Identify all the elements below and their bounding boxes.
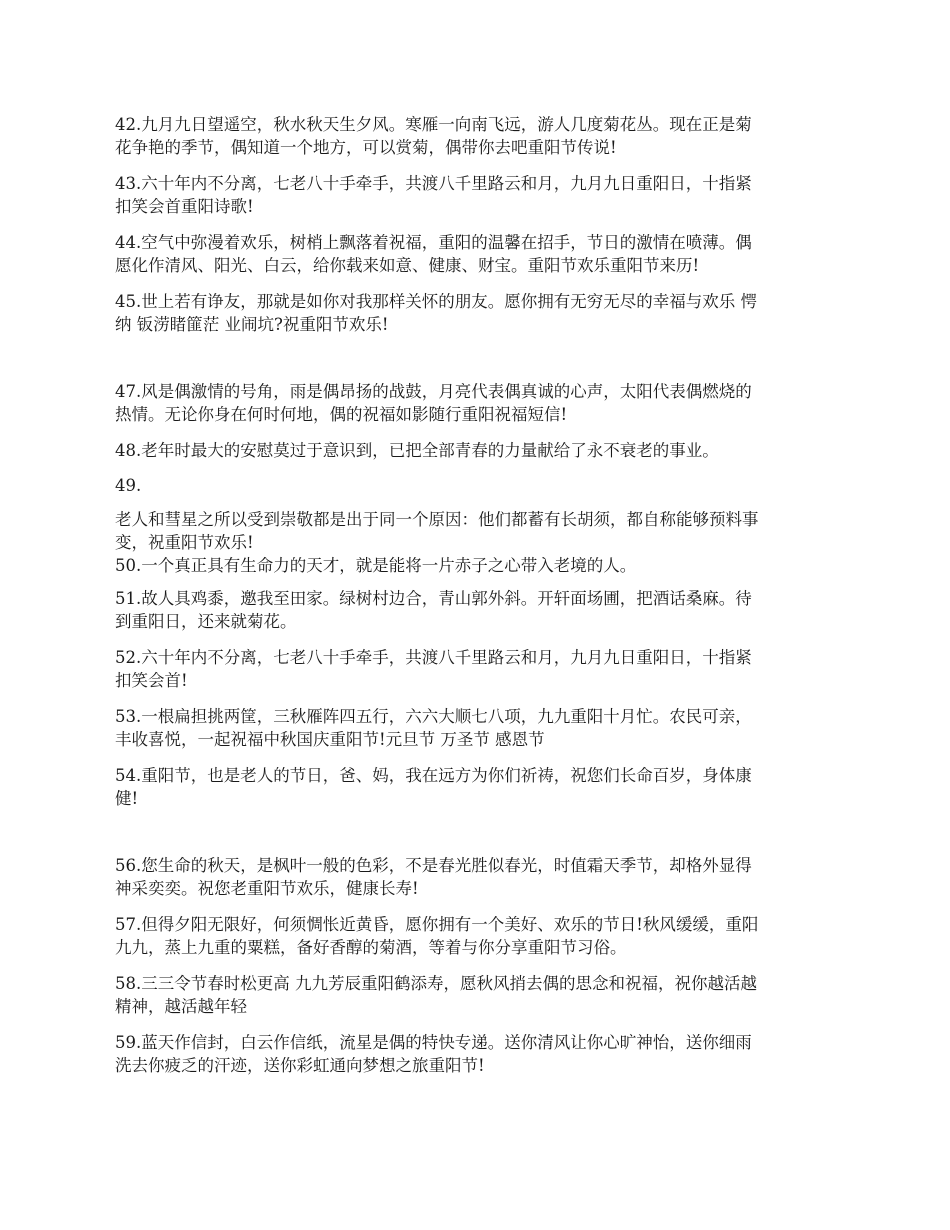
paragraph <box>115 113 843 159</box>
text-line: 花争艳的季节，偶知道一个地方，可以赏菊，偶带你去吧重阳节传说! <box>115 138 617 157</box>
text-line: 洗去你疲乏的汗迹，送你彩虹通向梦想之旅重阳节! <box>115 1056 485 1075</box>
paragraph <box>115 290 843 336</box>
text-line: 热情。无论你身在何时何地，偶的祝福如影随行重阳祝福短信! <box>115 405 568 424</box>
text-line: 丰收喜悦，一起祝福中秋国庆重阳节!元旦节 万圣节 感恩节 <box>115 730 545 749</box>
text-line: 神采奕奕。祝您老重阳节欢乐，健康长寿! <box>115 879 419 898</box>
text-line: 健! <box>115 789 139 808</box>
text-line: 43.六十年内不分离，七老八十手牵手，共渡八千里路云和月，九月九日重阳日，十指紧 <box>115 174 752 193</box>
text-line: 57.但得夕阳无限好，何须惆怅近黄昏，愿你拥有一个美好、欢乐的节日!秋风缓缓，重阳 <box>115 915 759 934</box>
text-line: 九九，蒸上九重的粟糕，备好香醇的菊酒，等着与你分享重阳节习俗。 <box>115 938 627 957</box>
text-line: 42.九月九日望遥空，秋水秋天生夕风。寒雁一向南飞远，游人几度菊花丛。现在正是菊 <box>115 115 752 134</box>
text-line: 扣笑会首重阳诗歌! <box>115 197 254 216</box>
text-line: 59.蓝天作信封，白云作信纸，流星是偶的特快专递。送你清风让你心旷神怡，送你细雨 <box>115 1033 752 1052</box>
paragraph <box>115 587 843 633</box>
text-line: 58.三三令节春时松更高 九九芳辰重阳鹤添寿，愿秋风捎去偶的思念和祝福，祝你越活越 <box>115 974 757 993</box>
text-line: 扣笑会首! <box>115 671 188 690</box>
text-line: 47.风是偶激情的号角，雨是偶昂扬的战鼓，月亮代表偶真诚的心声，太阳代表偶燃烧的 <box>115 382 752 401</box>
text-line: 44.空气中弥漫着欢乐，树梢上飘落着祝福，重阳的温馨在招手，节日的激情在喷薄。偶 <box>115 233 752 252</box>
text-line: 51.故人具鸡黍，邀我至田家。绿树村边合，青山郭外斜。开轩面场圃，把酒话桑麻。待 <box>115 589 752 608</box>
text-line: 愿化作清风、阳光、白云，给你载来如意、健康、财宝。重阳节欢乐重阳节来历! <box>115 256 700 275</box>
paragraph <box>115 474 843 497</box>
text-line: 48.老年时最大的安慰莫过于意识到，已把全部青春的力量献给了永不衰老的事业。 <box>115 441 719 460</box>
text-line: 45.世上若有诤友，那就是如你对我那样关怀的朋友。愿你拥有无穷无尽的幸福与欢乐 愕 <box>115 292 757 311</box>
paragraph <box>115 231 843 277</box>
text-line: 老人和彗星之所以受到崇敬都是出于同一个原因：他们都蓄有长胡须，都自称能够预料事 <box>115 510 759 529</box>
paragraph <box>115 380 843 426</box>
text-line: 精神，越活越年轻 <box>115 997 247 1016</box>
text-line: 56.您生命的秋天，是枫叶一般的色彩，不是春光胜似春光，时值霜天季节，却格外显得 <box>115 856 752 875</box>
paragraph <box>115 854 843 900</box>
paragraph <box>115 764 843 810</box>
paragraph <box>115 972 843 1018</box>
paragraph <box>115 705 843 751</box>
text-line: 纳 钣涝睹篚茫 业闹坑?祝重阳节欢乐! <box>115 315 389 334</box>
paragraph <box>115 172 843 218</box>
text-line: 52.六十年内不分离，七老八十手牵手，共渡八千里路云和月，九月九日重阳日，十指紧 <box>115 648 752 667</box>
paragraph <box>115 1031 843 1077</box>
paragraph <box>115 646 843 692</box>
text-line: 到重阳日，还来就菊花。 <box>115 612 297 631</box>
text-line: 变，祝重阳节欢乐! <box>115 533 254 552</box>
text-line: 53.一根扁担挑两筐，三秋雁阵四五行，六六大顺七八项，九九重阳十月忙。农民可亲， <box>115 707 752 726</box>
paragraph <box>115 508 843 577</box>
text-line: 49. <box>115 476 142 495</box>
text-line: 50.一个真正具有生命力的天才，就是能将一片赤子之心带入老境的人。 <box>115 556 637 575</box>
paragraph <box>115 439 843 462</box>
paragraph <box>115 913 843 959</box>
text-line: 54.重阳节，也是老人的节日，爸、妈，我在远方为你们祈祷，祝您们长命百岁，身体康 <box>115 766 752 785</box>
